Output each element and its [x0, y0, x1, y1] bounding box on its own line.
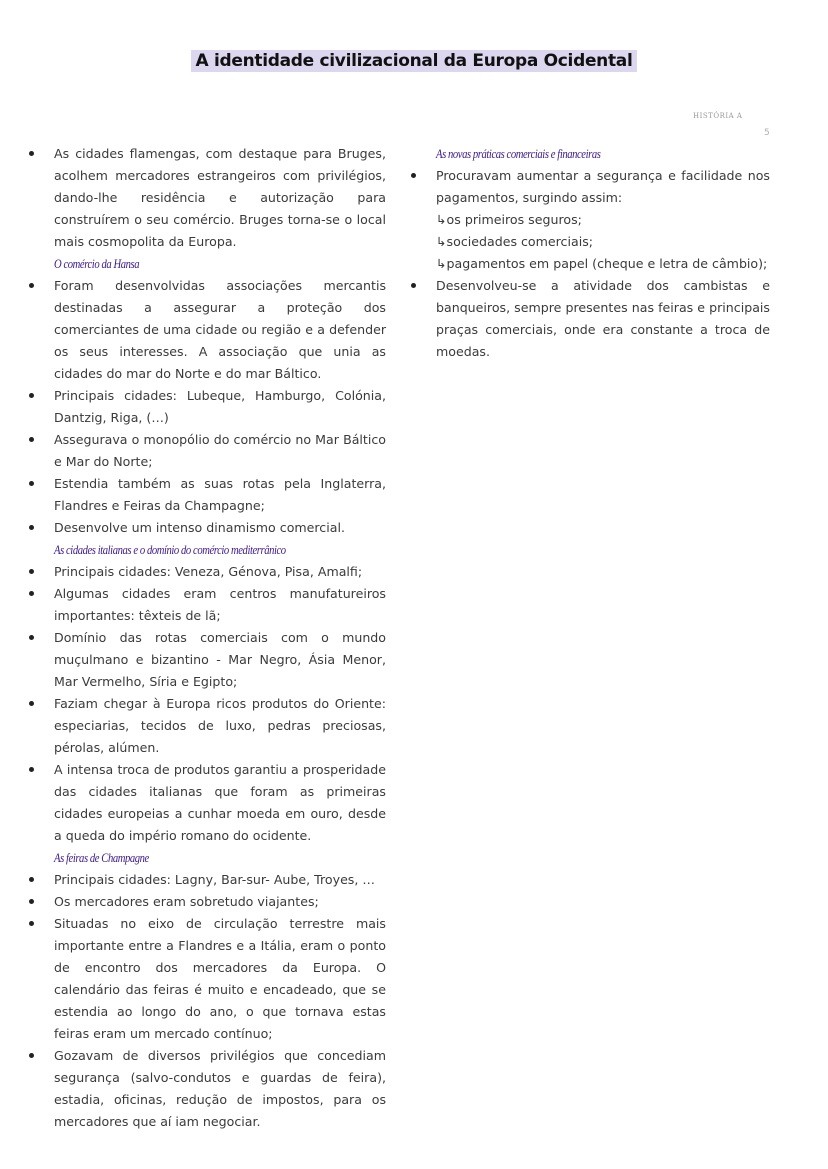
- header-note: HISTÓRIA A: [693, 112, 743, 120]
- bullet-icon: [29, 701, 34, 706]
- sub-item: ↳pagamentos em papel (cheque e letra de câmbio);: [436, 256, 768, 271]
- section-heading-hansa: O comércio da Hansa: [54, 257, 140, 271]
- list-item: Situadas no eixo de circulação terrestre mais importante entre a Flandres e a Itália, eram o ponto de encontro dos mercadores da Europa. O calendário das feiras é muito e encadeado, que se estendia ao longo do ano, o que tornava estas feiras eram um mercado contínuo;: [26, 913, 386, 1045]
- list-item: Domínio das rotas comerciais com o mundo muçulmano e bizantino - Mar Negro, Ásia Menor, Mar Vermelho, Síria e Egipto;: [26, 627, 386, 693]
- hansa-list: [26, 275, 386, 539]
- bullet-icon: [411, 173, 416, 178]
- new-practices-list-2: [408, 275, 770, 363]
- sub-item: ↳sociedades comerciais;: [436, 234, 593, 249]
- bullet-icon: [29, 899, 34, 904]
- section-heading-new-practices: As novas práticas comerciais e financeiras: [436, 147, 601, 161]
- bullet-icon: [29, 921, 34, 926]
- list-item: Procuravam aumentar a segurança e facilidade nos pagamentos, surgindo assim:: [408, 165, 770, 209]
- section-heading-italian-cities: As cidades italianas e o domínio do comércio mediterrânico: [54, 543, 286, 557]
- bullet-icon: [29, 767, 34, 772]
- bullet-icon: [29, 635, 34, 640]
- bullet-icon: [29, 151, 34, 156]
- list-item: Assegurava o monopólio do comércio no Mar Báltico e Mar do Norte;: [26, 429, 386, 473]
- bullet-icon: [29, 283, 34, 288]
- bullet-icon: [29, 1053, 34, 1058]
- sub-item: ↳os primeiros seguros;: [436, 212, 582, 227]
- list-item: Algumas cidades eram centros manufatureiros importantes: têxteis de lã;: [26, 583, 386, 627]
- list-item: Principais cidades: Lubeque, Hamburgo, Colónia, Dantzig, Riga, (…): [26, 385, 386, 429]
- italian-cities-list: [26, 561, 386, 847]
- right-column: [408, 143, 770, 363]
- bullet-icon: [29, 481, 34, 486]
- list-item: Desenvolveu-se a atividade dos cambistas e banqueiros, sempre presentes nas feiras e principais praças comerciais, onde era constante a troca de moedas.: [408, 275, 770, 363]
- list-item: Os mercadores eram sobretudo viajantes;: [26, 891, 386, 913]
- list-item: A intensa troca de produtos garantiu a prosperidade das cidades italianas que foram as primeiras cidades europeias a cunhar moeda em ouro, desde a queda do império romano do ocidente.: [26, 759, 386, 847]
- list-item: As cidades flamengas, com destaque para Bruges, acolhem mercadores estrangeiros com privilégios, dando-lhe residência e autorização para construírem o seu comércio. Bruges torna-se o local mais cosmopolita da Europa.: [26, 143, 386, 253]
- new-practices-list: [408, 165, 770, 209]
- champagne-fairs-list: [26, 869, 386, 1133]
- bullet-icon: [29, 525, 34, 530]
- list-item: Estendia também as suas rotas pela Inglaterra, Flandres e Feiras da Champagne;: [26, 473, 386, 517]
- intro-list: [26, 143, 386, 253]
- bullet-icon: [29, 437, 34, 442]
- bullet-icon: [29, 877, 34, 882]
- bullet-icon: [29, 569, 34, 574]
- list-item: Principais cidades: Lagny, Bar-sur- Aube, Troyes, …: [26, 869, 386, 891]
- page-title: A identidade civilizacional da Europa Ocidental: [191, 50, 636, 72]
- list-item: Principais cidades: Veneza, Génova, Pisa, Amalfi;: [26, 561, 386, 583]
- title-wrap: [0, 50, 828, 72]
- left-column: [26, 143, 386, 1133]
- section-heading-champagne-fairs: As feiras de Champagne: [54, 851, 149, 865]
- list-item: Desenvolve um intenso dinamismo comercial.: [26, 517, 386, 539]
- list-item: Faziam chegar à Europa ricos produtos do Oriente: especiarias, tecidos de luxo, pedras preciosas, pérolas, alúmen.: [26, 693, 386, 759]
- bullet-icon: [29, 393, 34, 398]
- list-item: Gozavam de diversos privilégios que concediam segurança (salvo-condutos e guardas de feira), estadia, oficinas, redução de impostos, para os mercadores que aí iam negociar.: [26, 1045, 386, 1133]
- bullet-icon: [411, 283, 416, 288]
- list-item: Foram desenvolvidas associações mercantis destinadas a assegurar a proteção dos comerciantes de uma cidade ou região e a defender os seus interesses. A associação que unia as cidades do mar do Norte e do mar Báltico.: [26, 275, 386, 385]
- page-number: 5: [764, 128, 770, 138]
- bullet-icon: [29, 591, 34, 596]
